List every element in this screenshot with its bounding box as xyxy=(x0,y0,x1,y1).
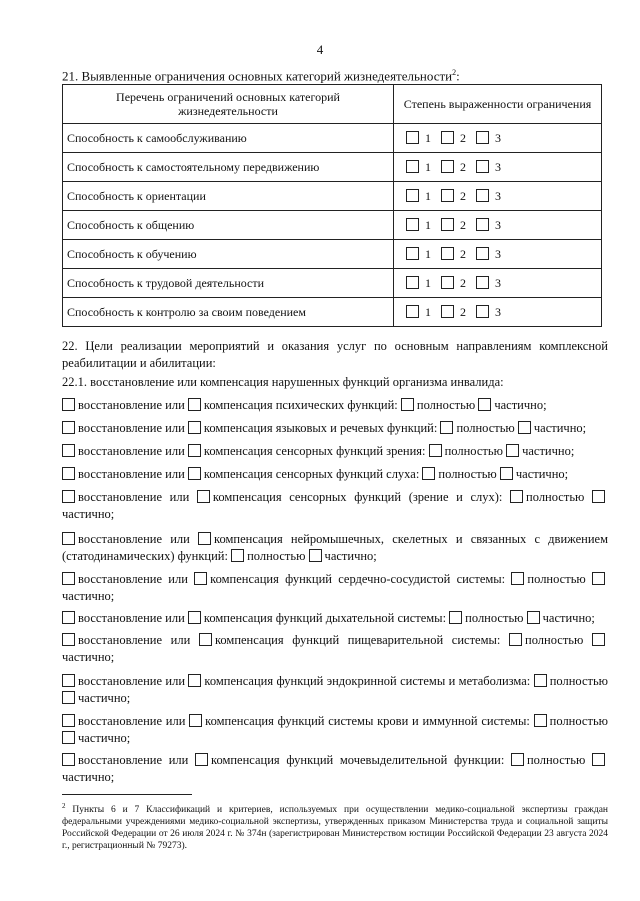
rehab-goal-item: восстановление или компенсация сенсорных функций (зрение и слух): полностью частично; xyxy=(62,489,608,523)
degree-options xyxy=(394,124,602,153)
compensation-checkbox[interactable] xyxy=(188,398,201,411)
function-name: функций мочевыделительной функции: xyxy=(286,753,505,767)
degree-label: 1 xyxy=(425,246,431,261)
function-name: сенсорных функций (зрение и слух): xyxy=(289,490,503,504)
degree-options xyxy=(394,298,602,327)
function-name: сенсорных функций зрения: xyxy=(275,444,426,458)
fully-checkbox[interactable] xyxy=(534,674,547,687)
degree-label: 1 xyxy=(425,188,431,203)
compensation-checkbox[interactable] xyxy=(188,444,201,457)
restore-checkbox[interactable] xyxy=(62,633,75,646)
partially-checkbox[interactable] xyxy=(592,753,605,766)
section-21-title: 21. Выявленные ограничения основных категорий жизнедеятельности$^2$: xyxy=(62,68,460,84)
degree-label: 3 xyxy=(495,275,501,290)
limitation-row xyxy=(63,298,602,327)
degree-label: 3 xyxy=(495,304,501,319)
partially-checkbox[interactable] xyxy=(62,691,75,704)
degree-label: 2 xyxy=(460,130,466,145)
function-name: языковых и речевых функций: xyxy=(275,421,438,435)
degree-label: 3 xyxy=(495,246,501,261)
compensation-checkbox[interactable] xyxy=(195,753,208,766)
fully-checkbox[interactable] xyxy=(511,572,524,585)
limitations-table xyxy=(62,84,602,327)
degree-label: 2 xyxy=(460,304,466,319)
degree-checkbox[interactable] xyxy=(441,189,454,202)
function-name: психических функций: xyxy=(275,398,398,412)
function-name: функций дыхательной системы: xyxy=(275,611,447,625)
fully-checkbox[interactable] xyxy=(534,714,547,727)
degree-checkbox[interactable] xyxy=(476,218,489,231)
degree-label: 3 xyxy=(495,217,501,232)
partially-checkbox[interactable] xyxy=(506,444,519,457)
restore-checkbox[interactable] xyxy=(62,674,75,687)
degree-checkbox[interactable] xyxy=(441,160,454,173)
fully-checkbox[interactable] xyxy=(429,444,442,457)
limitation-row xyxy=(63,182,602,211)
col-header-categories: Перечень ограничений основных категорий жизнедеятельности xyxy=(63,85,394,124)
degree-checkbox[interactable] xyxy=(441,276,454,289)
fully-checkbox[interactable] xyxy=(401,398,414,411)
fully-checkbox[interactable] xyxy=(231,549,244,562)
limitation-label: Способность к самообслуживанию xyxy=(63,124,394,153)
compensation-checkbox[interactable] xyxy=(197,490,210,503)
restore-checkbox[interactable] xyxy=(62,532,75,545)
degree-checkbox[interactable] xyxy=(406,131,419,144)
degree-label: 2 xyxy=(460,246,466,261)
section-22-1-title: 22.1. восстановление или компенсация нарушенных функций организма инвалида: xyxy=(62,375,504,389)
degree-options xyxy=(394,182,602,211)
degree-checkbox[interactable] xyxy=(441,131,454,144)
degree-label: 2 xyxy=(460,217,466,232)
function-name: сенсорных функций слуха: xyxy=(275,467,420,481)
footnote-ref: 2 xyxy=(452,68,457,77)
restore-checkbox[interactable] xyxy=(62,421,75,434)
function-name: функций пищеварительной системы: xyxy=(292,633,501,647)
compensation-checkbox[interactable] xyxy=(188,421,201,434)
col-header-degree: Степень выраженности ограничения xyxy=(394,85,602,124)
degree-checkbox[interactable] xyxy=(476,305,489,318)
partially-checkbox[interactable] xyxy=(62,731,75,744)
function-name: нейромышечных, скелетных и связанных с движением (статодинамических) функций: xyxy=(62,532,608,563)
degree-checkbox[interactable] xyxy=(476,247,489,260)
rehab-goal-item: восстановление или компенсация нейромышечных, скелетных и связанных с движением (статодинамических) функций: полностью частично; xyxy=(62,532,608,563)
page-number: 4 xyxy=(316,42,324,57)
degree-label: 2 xyxy=(460,188,466,203)
degree-label: 1 xyxy=(425,130,431,145)
function-name: функций системы крови и иммунной системы: xyxy=(277,714,530,728)
limitation-row xyxy=(63,211,602,240)
degree-label: 2 xyxy=(460,159,466,174)
limitation-row xyxy=(63,153,602,182)
degree-checkbox[interactable] xyxy=(406,305,419,318)
degree-checkbox[interactable] xyxy=(476,131,489,144)
fully-checkbox[interactable] xyxy=(440,421,453,434)
fully-checkbox[interactable] xyxy=(509,633,522,646)
degree-checkbox[interactable] xyxy=(441,247,454,260)
restore-checkbox[interactable] xyxy=(62,753,75,766)
compensation-checkbox[interactable] xyxy=(194,572,207,585)
limitation-row xyxy=(63,240,602,269)
fully-checkbox[interactable] xyxy=(510,490,523,503)
rehab-goal-item: восстановление или компенсация психических функций: полностью частично; xyxy=(62,397,608,414)
degree-label: 2 xyxy=(460,275,466,290)
rehab-goal-item: восстановление или компенсация сенсорных функций зрения: полностью частично; xyxy=(62,443,608,460)
degree-options xyxy=(394,240,602,269)
partially-checkbox[interactable] xyxy=(518,421,531,434)
degree-checkbox[interactable] xyxy=(406,218,419,231)
degree-label: 3 xyxy=(495,188,501,203)
rehab-goal-item: восстановление или компенсация функций мочевыделительной функции: полностью частично; xyxy=(62,752,608,786)
rehab-goal-item: восстановление или компенсация функций системы крови и иммунной системы: полностью частично; xyxy=(62,713,608,747)
restore-checkbox[interactable] xyxy=(62,714,75,727)
rehab-goal-item: восстановление или компенсация функций эндокринной системы и метаболизма: полностью частично; xyxy=(62,673,608,707)
partially-checkbox[interactable] xyxy=(592,633,605,646)
degree-label: 3 xyxy=(495,159,501,174)
limitation-label: Способность к контролю за своим поведением xyxy=(63,298,394,327)
degree-checkbox[interactable] xyxy=(406,276,419,289)
function-name: функций сердечно-сосудистой системы: xyxy=(285,572,506,586)
section-22-title: 22. Цели реализации мероприятий и оказания услуг по основным направлениям комплексной реабилитации и абилитации: xyxy=(62,339,608,370)
restore-checkbox[interactable] xyxy=(62,398,75,411)
partially-checkbox[interactable] xyxy=(592,572,605,585)
rehab-goal-item: восстановление или компенсация языковых и речевых функций: полностью частично; xyxy=(62,420,608,437)
degree-label: 1 xyxy=(425,217,431,232)
restore-checkbox[interactable] xyxy=(62,611,75,624)
rehab-goal-item: восстановление или компенсация функций сердечно-сосудистой системы: полностью частично; xyxy=(62,571,608,605)
degree-label: 1 xyxy=(425,304,431,319)
footnote: $^2$ Пункты 6 и 7 Классификаций и критериев, используемых при осуществлении медико-социальной экспертизы граждан федеральными учреждениями медико-социальной экспертизы, утвержденных приказом Министерства труда и социальной защиты Российской Федерации от 26 июля 2024 г. № 374н (зарегистрирован Министерством юстиции Российской Федерации 23 августа 2024 г., регистрационный № 79273). xyxy=(62,802,609,852)
restore-checkbox[interactable] xyxy=(62,490,75,503)
limitation-label: Способность к обучению xyxy=(63,240,394,269)
compensation-checkbox[interactable] xyxy=(188,674,201,687)
partially-checkbox[interactable] xyxy=(478,398,491,411)
compensation-checkbox[interactable] xyxy=(188,611,201,624)
partially-checkbox[interactable] xyxy=(309,549,322,562)
degree-label: 1 xyxy=(425,275,431,290)
degree-checkbox[interactable] xyxy=(476,276,489,289)
partially-checkbox[interactable] xyxy=(500,467,513,480)
limitation-label: Способность к ориентации xyxy=(63,182,394,211)
rehab-goal-item: восстановление или компенсация функций дыхательной системы: полностью частично; xyxy=(62,610,608,627)
fully-checkbox[interactable] xyxy=(449,611,462,624)
compensation-checkbox[interactable] xyxy=(189,714,202,727)
compensation-checkbox[interactable] xyxy=(198,532,211,545)
restore-checkbox[interactable] xyxy=(62,467,75,480)
restore-checkbox[interactable] xyxy=(62,572,75,585)
rehab-goal-item: восстановление или компенсация функций пищеварительной системы: полностью частично; xyxy=(62,632,608,666)
rehab-goal-item: восстановление или компенсация сенсорных функций слуха: полностью частично; xyxy=(62,466,608,483)
limitation-label: Способность к трудовой деятельности xyxy=(63,269,394,298)
degree-checkbox[interactable] xyxy=(406,247,419,260)
compensation-checkbox[interactable] xyxy=(199,633,212,646)
function-name: функций эндокринной системы и метаболизма: xyxy=(276,674,531,688)
partially-checkbox[interactable] xyxy=(527,611,540,624)
compensation-checkbox[interactable] xyxy=(188,467,201,480)
partially-checkbox[interactable] xyxy=(592,490,605,503)
degree-checkbox[interactable] xyxy=(406,160,419,173)
degree-checkbox[interactable] xyxy=(476,160,489,173)
limitation-label: Способность к общению xyxy=(63,211,394,240)
footnote-rule xyxy=(62,794,192,795)
restore-checkbox[interactable] xyxy=(62,444,75,457)
degree-label: 1 xyxy=(425,159,431,174)
degree-options xyxy=(394,211,602,240)
degree-options xyxy=(394,269,602,298)
degree-checkbox[interactable] xyxy=(441,218,454,231)
limitation-row xyxy=(63,269,602,298)
limitation-row xyxy=(63,124,602,153)
degree-options xyxy=(394,153,602,182)
fully-checkbox[interactable] xyxy=(511,753,524,766)
degree-checkbox[interactable] xyxy=(441,305,454,318)
degree-checkbox[interactable] xyxy=(406,189,419,202)
fully-checkbox[interactable] xyxy=(422,467,435,480)
limitation-label: Способность к самостоятельному передвижению xyxy=(63,153,394,182)
degree-label: 3 xyxy=(495,130,501,145)
degree-checkbox[interactable] xyxy=(476,189,489,202)
